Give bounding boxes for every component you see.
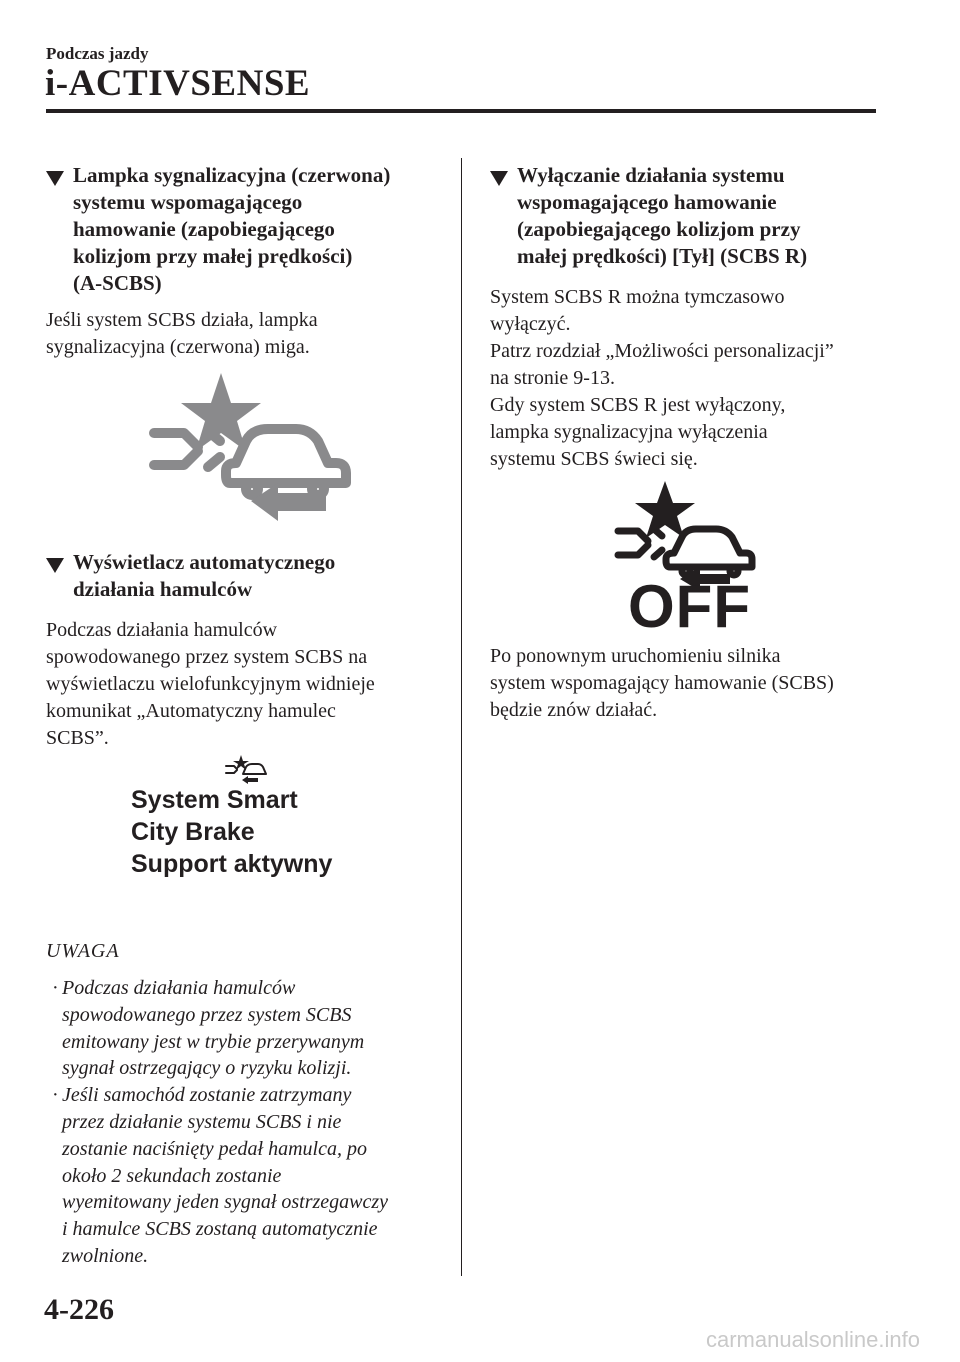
heading-brake-display: Wyświetlacz automatycznego działania hamulców	[46, 549, 446, 603]
paragraph-brake-display: Podczas działania hamulców spowodowanego przez system SCBS na wyświetlaczu wielofunkcyjnym widnieje komunikat „Automatyczny hamulec SCBS”.	[46, 619, 375, 749]
multi-info-display-message	[46, 752, 446, 902]
scbs-warning-light-figure	[46, 371, 446, 541]
triangle-bullet-icon	[46, 558, 64, 573]
scbs-small-icon	[46, 752, 446, 788]
display-message-line: Support aktywny	[131, 850, 333, 878]
section-label: Podczas jazdy	[46, 44, 149, 63]
display-message-line: City Brake	[131, 818, 255, 846]
header-divider	[46, 109, 876, 113]
heading-scbs-r-off: Wyłączanie działania systemu wspomagającego hamowanie (zapobiegającego kolizjom przy małej prędkości) [Tył] (SCBS R)	[490, 162, 890, 270]
note-item: · Jeśli samochód zostanie zatrzymany przez działanie systemu SCBS i nie zostanie naciśnięty pedał hamulca, po około 2 sekundach zostanie wyemitowany jeden sygnał ostrzegawczy i hamulce SCBS zostaną automatycznie zwolnione.	[52, 1084, 389, 1267]
page-number: 4-226	[44, 1293, 114, 1326]
watermark: carmanualsonline.info	[705, 1327, 920, 1352]
note-title: UWAGA	[46, 940, 120, 962]
triangle-bullet-icon	[46, 171, 64, 186]
heading-warning-light: Lampka sygnalizacyjna (czerwona) systemu wspomagającego hamowanie (zapobiegającego kolizjom przy małej prędkości) (A-SCBS)	[46, 162, 446, 297]
off-label: OFF	[628, 573, 751, 640]
scbs-warning-light-icon	[46, 371, 446, 541]
right-column	[490, 162, 890, 724]
note-list	[46, 975, 446, 1270]
scbs-off-light-figure	[490, 481, 890, 641]
paragraph-scbs-r-off: System SCBS R można tymczasowo wyłączyć. Patrz rozdział „Możliwości personalizacji” na stronie 9-13. Gdy system SCBS R jest wyłączony, lampka sygnalizacyjna wyłączenia systemu SCBS świeci się.	[490, 286, 834, 470]
column-divider	[461, 158, 462, 1276]
left-column	[46, 162, 446, 1270]
display-message-line: System Smart	[131, 786, 298, 814]
triangle-bullet-icon	[490, 171, 508, 186]
paragraph-scbs-restart: Po ponownym uruchomieniu silnika system wspomagający hamowanie (SCBS) będzie znów działać.	[490, 645, 834, 721]
page-title: i-ACTIVSENSE	[45, 63, 311, 104]
note-item: · Podczas działania hamulców spowodowanego przez system SCBS emitowany jest w trybie przerywanym sygnał ostrzegający o ryzyku kolizji.	[52, 977, 365, 1080]
paragraph-warning-light: Jeśli system SCBS działa, lampka sygnalizacyjna (czerwona) miga.	[46, 309, 318, 358]
